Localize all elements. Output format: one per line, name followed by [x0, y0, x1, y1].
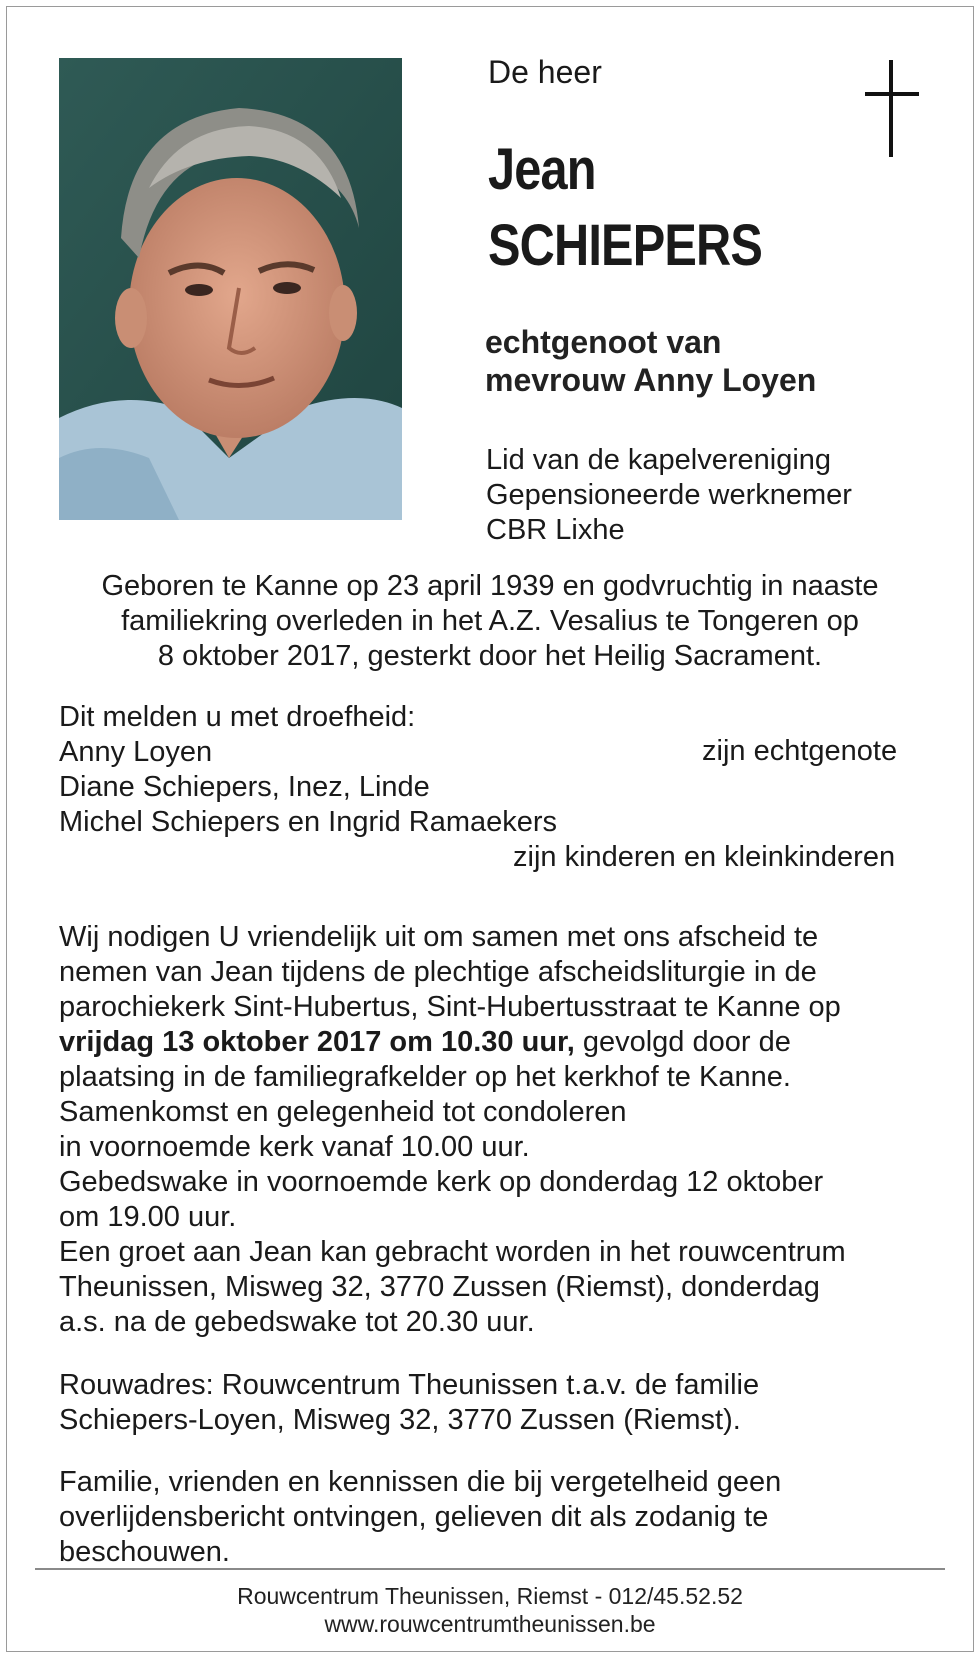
- mourner-role: zijn kinderen en kleinkinderen: [513, 841, 896, 873]
- address-line: Rouwadres: Rouwcentrum Theunissen t.a.v. de familie: [59, 1369, 760, 1401]
- mourner-role: zijn echtgenote: [702, 735, 898, 767]
- spouse-text: [485, 323, 816, 399]
- role-line: CBR Lixhe: [486, 514, 625, 546]
- invitation-line: nemen van Jean tijdens de plechtige afscheidsliturgie in de: [59, 956, 817, 988]
- salutation: De heer: [488, 54, 602, 90]
- cross-icon: [860, 60, 924, 160]
- invitation-line: in voornoemde kerk vanaf 10.00 uur.: [59, 1131, 530, 1163]
- role-line: Gepensioneerde werknemer: [486, 479, 852, 511]
- invitation-line: Gebedswake in voornoemde kerk op donderdag 12 oktober: [59, 1166, 824, 1198]
- invitation-line-end: gevolgd door de: [574, 1026, 791, 1058]
- birth-line: familiekring overleden in het A.Z. Vesalius te Tongeren op: [121, 605, 859, 637]
- address-line: Schiepers-Loyen, Misweg 32, 3770 Zussen (Riemst).: [59, 1404, 741, 1436]
- mourners-title: Dit melden u met droefheid:: [59, 701, 416, 733]
- family-note-line: overlijdensbericht ontvingen, gelieven dit als zodanig te: [59, 1501, 769, 1533]
- ceremony-date: vrijdag 13 oktober 2017 om 10.30 uur,: [59, 1026, 575, 1058]
- family-note-line: beschouwen.: [59, 1536, 230, 1568]
- invitation-line: plaatsing in de familiegrafkelder op het kerkhof te Kanne.: [59, 1061, 791, 1093]
- birth-line: 8 oktober 2017, gesterkt door het Heilig Sacrament.: [157, 640, 823, 672]
- invitation-line: Samenkomst en gelegenheid tot condoleren: [59, 1096, 627, 1128]
- mourner-line: Anny Loyen: [59, 736, 213, 768]
- invitation-date-line: [59, 1025, 929, 1060]
- footer-website[interactable]: www.rouwcentrumtheunissen.be: [324, 1611, 656, 1637]
- mourner-line: Michel Schiepers en Ingrid Ramaekers: [59, 806, 558, 838]
- last-name: SCHIEPERS: [488, 213, 763, 278]
- birth-death-text: [0, 569, 980, 674]
- footer-contact: Rouwcentrum Theunissen, Riemst - 012/45.52.52: [237, 1583, 743, 1609]
- invitation-line: Wij nodigen U vriendelijk uit om samen met ons afscheid te: [59, 921, 819, 953]
- role-line: Lid van de kapelvereniging: [486, 444, 832, 476]
- mourner-line: Diane Schiepers, Inez, Linde: [59, 771, 430, 803]
- mourning-address: [59, 1368, 929, 1438]
- first-name: Jean: [488, 137, 596, 202]
- spouse-line: echtgenoot van: [485, 324, 722, 360]
- invitation-text: [59, 920, 929, 1340]
- invitation-line: parochiekerk Sint-Hubertus, Sint-Hubertusstraat te Kanne op: [59, 991, 841, 1023]
- portrait-photo: [59, 58, 402, 520]
- invitation-line: om 19.00 uur.: [59, 1201, 237, 1233]
- birth-line: Geboren te Kanne op 23 april 1939 en godvruchtig in naaste: [101, 570, 879, 602]
- invitation-line: Theunissen, Misweg 32, 3770 Zussen (Riemst), donderdag: [59, 1271, 820, 1303]
- spouse-name: mevrouw Anny Loyen: [485, 362, 817, 398]
- footer-divider: [35, 1568, 945, 1570]
- invitation-line: Een groet aan Jean kan gebracht worden in het rouwcentrum: [59, 1236, 846, 1268]
- family-note: [59, 1465, 929, 1570]
- family-note-line: Familie, vrienden en kennissen die bij vergetelheid geen: [59, 1466, 782, 1498]
- roles: [486, 443, 852, 548]
- invitation-line: a.s. na de gebedswake tot 20.30 uur.: [59, 1306, 535, 1338]
